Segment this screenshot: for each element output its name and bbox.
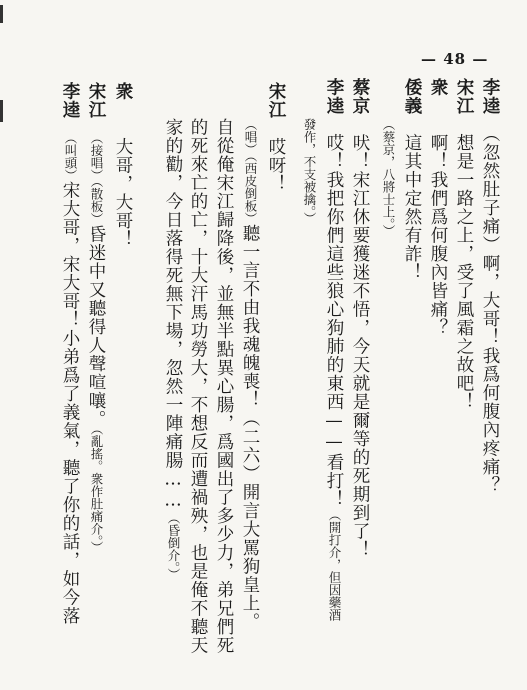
margin-mark bbox=[0, 100, 3, 122]
line-text: 大哥，大哥！ bbox=[113, 137, 133, 249]
script-line bbox=[266, 82, 285, 193]
verse-line bbox=[163, 118, 183, 580]
speaker-name: 宋江 bbox=[266, 82, 286, 138]
line-text: 哎呀！ bbox=[266, 137, 286, 193]
speaker-name: 李逵 bbox=[60, 82, 80, 138]
speaker-name: 李逵 bbox=[324, 78, 344, 134]
stage-direction: （開打介，但因藥酒 bbox=[327, 508, 342, 621]
line-text: （忽然肚子痛）啊，大哥！我爲何腹內疼痛？ bbox=[480, 133, 500, 495]
line-text: 宋大哥，宋大哥！小弟爲了義氣，聽了你的話，如今落 bbox=[60, 181, 80, 626]
speaker-name: 李逵 bbox=[480, 78, 500, 134]
page-number: — 48 — bbox=[421, 50, 489, 68]
speaker-name: 衆 bbox=[113, 82, 133, 138]
stage-direction: （唱）（西皮倒板） bbox=[243, 118, 258, 225]
speaker-name: 衆 bbox=[428, 78, 448, 134]
script-line bbox=[86, 82, 106, 554]
line-text: 啊！我們爲何腹內皆痛？ bbox=[428, 133, 448, 337]
script-line bbox=[60, 82, 80, 625]
speaker-name: 蔡京 bbox=[350, 78, 370, 134]
stage-direction: （叫頭） bbox=[63, 137, 78, 182]
verse-line: 自從俺宋江歸降後，並無半點異心腸，爲國出了多少力，弟兄們死 bbox=[214, 118, 234, 655]
script-line bbox=[402, 78, 421, 282]
stage-direction: 發作，不支被擒。） bbox=[302, 118, 317, 225]
script-line bbox=[240, 118, 260, 631]
speaker-name: 倭義 bbox=[402, 78, 422, 134]
line-text: 的死來亡的亡，十大汗馬功勞大，不想反而遭禍殃，也是俺不聽天 bbox=[188, 118, 208, 655]
stage-direction: （接唱）（散板） bbox=[89, 137, 104, 225]
margin-mark bbox=[0, 5, 3, 23]
line-text: 想是一路之上，受了風霜之故吧！ bbox=[454, 133, 474, 411]
line-text: 哎！我把你們這些狼心狗肺的東西——看打！ bbox=[324, 133, 344, 509]
script-line bbox=[428, 78, 447, 337]
line-text: 家的勸，今日落得死無下場，忽然一陣痛腸…… bbox=[163, 118, 183, 512]
stage-direction: （蔡京，八將士上。） bbox=[381, 118, 396, 237]
script-line bbox=[480, 78, 499, 495]
script-line bbox=[454, 78, 473, 411]
verse-line bbox=[188, 118, 208, 655]
speaker-name: 宋江 bbox=[454, 78, 474, 134]
line-text: 聽一言不由我魂魄喪！（二六）開言大罵狗皇上。 bbox=[240, 224, 260, 632]
script-line bbox=[324, 78, 344, 621]
line-text: 昏迷中又聽得人聲喧嚷。 bbox=[86, 225, 106, 429]
speaker-name: 宋江 bbox=[86, 82, 106, 138]
script-line bbox=[113, 82, 132, 249]
line-text: 吠！宋江休要獲迷不悟，今天就是爾等的死期到了！ bbox=[350, 133, 370, 559]
stage-direction: （亂搖。衆作肚痛介。） bbox=[89, 428, 104, 554]
script-line bbox=[350, 78, 369, 559]
line-text: 這其中定然有詐！ bbox=[402, 133, 422, 282]
stage-direction: （昏倒介。） bbox=[166, 511, 181, 581]
